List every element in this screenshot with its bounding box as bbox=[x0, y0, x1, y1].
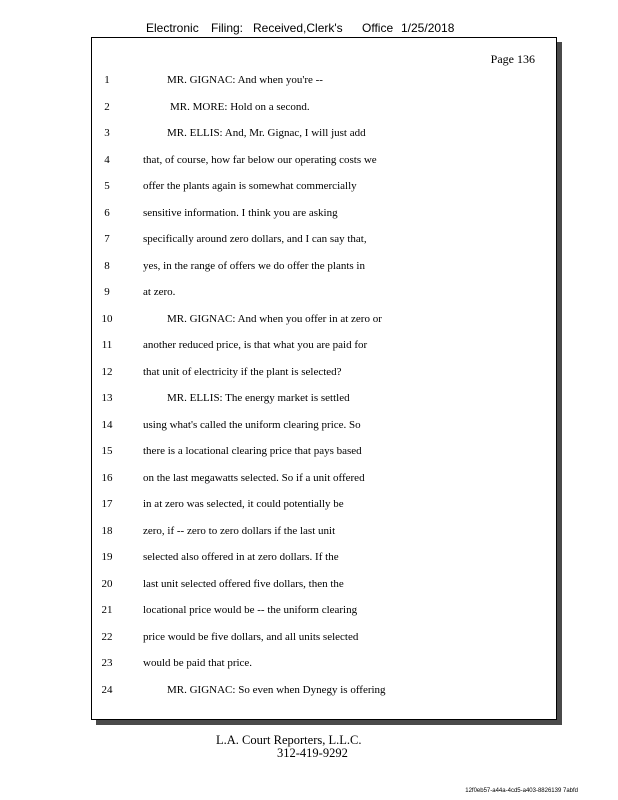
transcript-line-text: locational price would be -- the uniform clearing bbox=[143, 604, 358, 616]
header-filing: Filing: bbox=[211, 21, 244, 35]
line-number: 17 bbox=[101, 498, 113, 510]
line-number: 24 bbox=[101, 683, 113, 696]
line-number: 19 bbox=[101, 551, 113, 563]
line-number: 2 bbox=[104, 100, 110, 113]
line-number: 14 bbox=[101, 418, 113, 431]
transcript-line-text: yes, in the range of offers we do offer the plants in bbox=[143, 259, 365, 272]
header-received: Received,Clerk's bbox=[253, 21, 343, 35]
line-number: 4 bbox=[104, 153, 110, 166]
line-number: 1 bbox=[104, 74, 110, 86]
line-number: 9 bbox=[104, 286, 110, 298]
transcript-line-text: MR. MORE: Hold on a second. bbox=[170, 100, 310, 113]
transcript-page bbox=[91, 37, 557, 720]
transcript-line-text: offer the plants again is somewhat commercially bbox=[143, 180, 357, 192]
transcript-line-text: selected also offered in at zero dollars. If the bbox=[143, 551, 339, 563]
line-number: 11 bbox=[101, 339, 113, 351]
line-number: 15 bbox=[101, 445, 113, 457]
line-number: 13 bbox=[101, 392, 113, 404]
footer-company: L.A. Court Reporters, L.L.C. bbox=[216, 733, 362, 747]
line-number: 5 bbox=[104, 180, 110, 192]
transcript-line-text: there is a locational clearing price that pays based bbox=[143, 445, 362, 457]
header-date: 1/25/2018 bbox=[401, 21, 455, 35]
transcript-line-text: sensitive information. I think you are asking bbox=[143, 206, 338, 219]
transcript-line-text: using what's called the uniform clearing price. So bbox=[143, 418, 361, 431]
line-number: 23 bbox=[101, 657, 113, 669]
transcript-line-text: specifically around zero dollars, and I can say that, bbox=[143, 233, 367, 245]
transcript-line-text: would be paid that price. bbox=[143, 657, 253, 669]
transcript-line-text: last unit selected offered five dollars, then the bbox=[143, 577, 344, 590]
line-number: 22 bbox=[101, 630, 113, 643]
line-number: 3 bbox=[104, 127, 110, 139]
header-electronic: Electronic bbox=[146, 21, 199, 35]
line-number: 8 bbox=[104, 259, 110, 272]
line-number: 6 bbox=[104, 206, 110, 219]
transcript-line-text: MR. GIGNAC: So even when Dynegy is offering bbox=[167, 683, 386, 696]
line-number: 7 bbox=[104, 233, 110, 245]
line-number: 18 bbox=[101, 524, 113, 537]
transcript-line-text: another reduced price, is that what you are paid for bbox=[143, 339, 368, 351]
transcript-line-text: MR. ELLIS: The energy market is settled bbox=[167, 392, 350, 404]
line-number: 12 bbox=[101, 365, 113, 378]
transcript-line-text: on the last megawatts selected. So if a unit offered bbox=[143, 471, 365, 484]
transcript-line-text: that unit of electricity if the plant is selected? bbox=[143, 365, 342, 378]
transcript-line-text: MR. GIGNAC: And when you offer in at zero or bbox=[167, 312, 382, 325]
transcript-line-text: price would be five dollars, and all units selected bbox=[143, 630, 359, 643]
footer-phone: 312-419-9292 bbox=[277, 746, 348, 760]
line-number: 10 bbox=[101, 312, 113, 325]
transcript-line-text: at zero. bbox=[143, 286, 176, 298]
line-number: 21 bbox=[101, 604, 113, 616]
document-hash: 12f0eb57-a44a-4cd5-a403-8826139 7abfd bbox=[465, 788, 578, 794]
header-office: Office bbox=[362, 21, 394, 35]
line-number: 20 bbox=[101, 577, 113, 590]
transcript-line-text: MR. ELLIS: And, Mr. Gignac, I will just add bbox=[167, 127, 366, 139]
transcript-line-text: zero, if -- zero to zero dollars if the last unit bbox=[143, 524, 336, 537]
filing-header bbox=[0, 21, 618, 37]
transcript-line-text: that, of course, how far below our operating costs we bbox=[143, 153, 377, 166]
line-number: 16 bbox=[101, 471, 113, 484]
transcript-line-text: in at zero was selected, it could potentially be bbox=[143, 498, 344, 510]
transcript-line-text: MR. GIGNAC: And when you're -- bbox=[167, 74, 323, 86]
page-number: Page 136 bbox=[490, 52, 535, 66]
